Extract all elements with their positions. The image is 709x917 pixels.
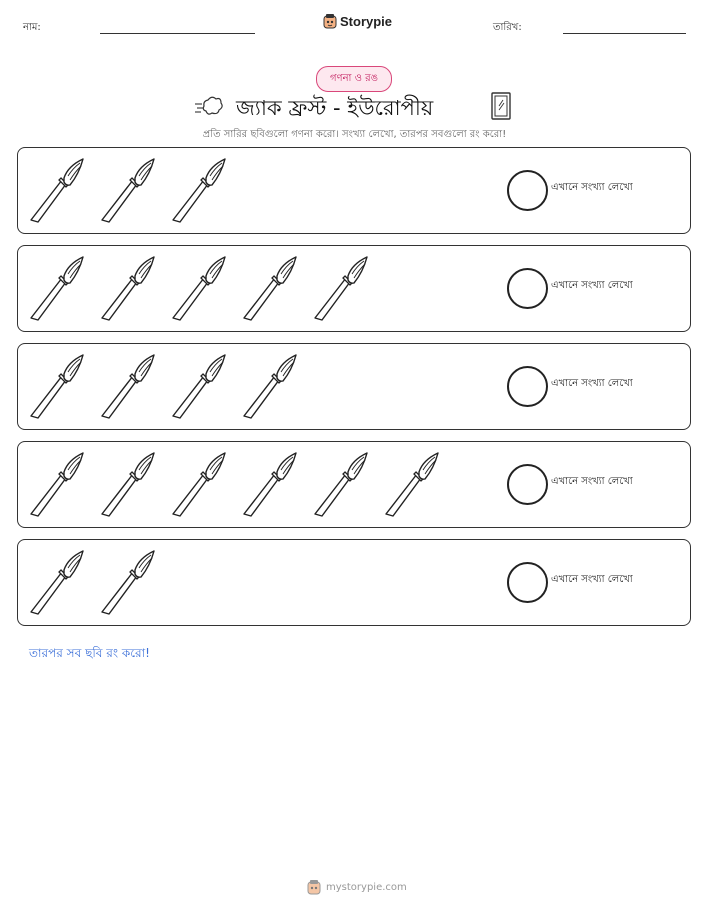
counting-row: [17, 245, 691, 332]
answer-label: এখানে সংখ্যা লেখো: [551, 476, 633, 487]
paintbrush-icon: [99, 254, 158, 324]
counting-row: [17, 147, 691, 234]
paintbrush-icon: [383, 450, 442, 520]
answer-circle[interactable]: [507, 464, 548, 505]
name-field[interactable]: [100, 33, 255, 34]
mirror-icon: [490, 92, 512, 120]
paintbrush-icon: [99, 352, 158, 422]
paintbrush-icon: [241, 450, 300, 520]
counting-row: [17, 343, 691, 430]
answer-circle[interactable]: [507, 562, 548, 603]
paintbrush-icon: [241, 352, 300, 422]
brand: [323, 13, 392, 29]
item-group: [28, 156, 229, 226]
title-row: [0, 90, 709, 122]
answer-circle[interactable]: [507, 366, 548, 407]
paintbrush-icon: [28, 156, 87, 226]
paintbrush-icon: [312, 450, 371, 520]
paintbrush-icon: [28, 548, 87, 618]
answer-circle[interactable]: [507, 170, 548, 211]
paintbrush-icon: [28, 254, 87, 324]
site-url: mystorypie.com: [326, 881, 407, 893]
counting-row: [17, 441, 691, 528]
page-title: জ্যাক ফ্রস্ট - ইউরোপীয়: [236, 96, 434, 120]
paintbrush-icon: [170, 352, 229, 422]
item-group: [28, 352, 300, 422]
storypie-logo: [307, 879, 321, 895]
paintbrush-icon: [170, 254, 229, 324]
answer-label: এখানে সংখ্যা লেখো: [551, 182, 633, 193]
paintbrush-icon: [99, 548, 158, 618]
answer-label: এখানে সংখ্যা লেখো: [551, 574, 633, 585]
category-badge: গণনা ও রঙ: [316, 66, 392, 92]
wind-icon: [194, 94, 224, 118]
instructions: প্রতি সারির ছবিগুলো গণনা করো। সংখ্যা লেখো, তারপর সবগুলো রং করো!: [202, 129, 507, 140]
paintbrush-icon: [241, 254, 300, 324]
name-label: নাম:: [23, 22, 41, 33]
paintbrush-icon: [312, 254, 371, 324]
counting-row: [17, 539, 691, 626]
answer-circle[interactable]: [507, 268, 548, 309]
date-field[interactable]: [563, 33, 686, 34]
paintbrush-icon: [170, 156, 229, 226]
worksheet-header: [0, 0, 709, 50]
paintbrush-icon: [28, 352, 87, 422]
site-footer: [307, 879, 407, 895]
answer-label: এখানে সংখ্যা লেখো: [551, 378, 633, 389]
date-label: তারিখ:: [493, 22, 522, 33]
item-group: [28, 254, 371, 324]
paintbrush-icon: [28, 450, 87, 520]
paintbrush-icon: [170, 450, 229, 520]
footer-note: তারপর সব ছবি রং করো!: [29, 646, 150, 660]
brand-name: Storypie: [340, 13, 393, 29]
paintbrush-icon: [99, 450, 158, 520]
storypie-logo: [323, 13, 337, 29]
paintbrush-icon: [99, 156, 158, 226]
item-group: [28, 548, 158, 618]
item-group: [28, 450, 442, 520]
answer-label: এখানে সংখ্যা লেখো: [551, 280, 633, 291]
